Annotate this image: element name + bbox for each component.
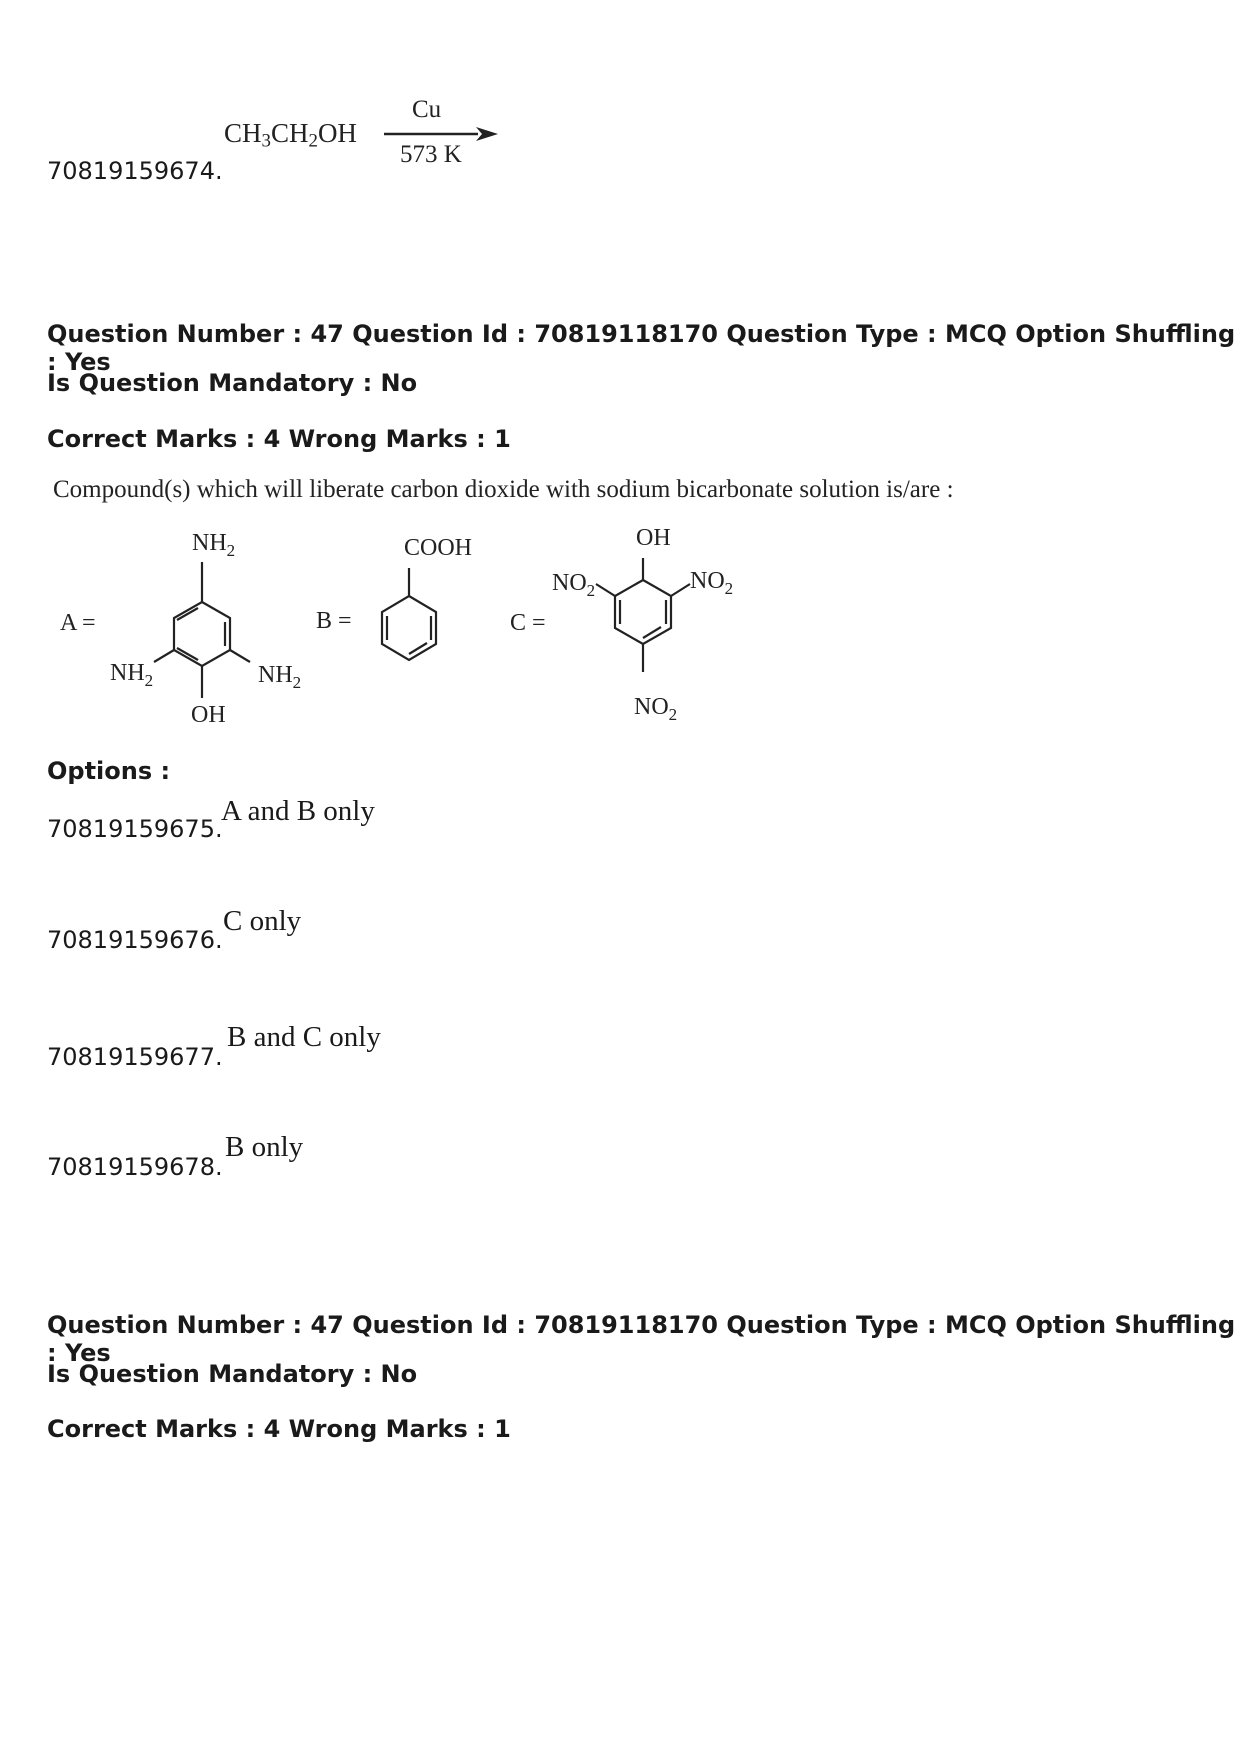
option-text: C only [223,905,302,937]
question-marks: Correct Marks : 4 Wrong Marks : 1 [47,1415,511,1443]
reaction-catalyst: Cu [412,96,442,123]
structure-a-ring [154,562,250,698]
option-number: 70819159677. [47,1043,223,1071]
question-meta-line1: Question Number : 47 Question Id : 70819118170 Question Type : MCQ Option Shuffling : Yes [47,1311,1236,1367]
structure-c-bottom-group: $NO_2$ [634,694,678,724]
structure-a-right-group: $NH_2$ [258,662,302,692]
structure-c-left-group: $NO_2$ [552,570,596,600]
structure-c-right-group: $NO_2$ [690,568,734,598]
structure-a-bottom-group: OH [191,702,226,728]
structure-a-left-group: $NH_2$ [110,660,154,690]
option-text: A and B only [221,795,375,827]
structure-b-ring [382,568,436,660]
structure-c-label: C = [510,610,546,636]
structure-c-top-group: OH [636,525,671,551]
option-number: 70819159678. [47,1153,223,1181]
options-label: Options : [47,757,171,785]
structure-c-ring [596,558,690,672]
chemical-structures [40,520,800,735]
structure-a-label: A = [60,610,96,636]
question-stem: Compound(s) which will liberate carbon dioxide with sodium bicarbonate solution is/are : [53,476,954,503]
question-meta-line1: Question Number : 47 Question Id : 70819118170 Question Type : MCQ Option Shuffling : Yes [47,320,1236,376]
structure-a-top-group: $NH_2$ [192,530,236,560]
option-number: 70819159676. [47,926,223,954]
question-marks: Correct Marks : 4 Wrong Marks : 1 [47,425,511,453]
structure-b-label: B = [316,608,352,634]
option-text: B and C only [227,1021,381,1053]
prev-option-number: 70819159674. [47,157,223,185]
structure-b-top-group: COOH [404,535,473,561]
reaction-reactant: $CH_3CH_2OH$ [224,118,357,152]
reaction-temperature: 573 K [400,141,462,168]
option-text: B only [225,1131,304,1163]
option-number: 70819159675. [47,815,223,843]
question-mandatory: Is Question Mandatory : No [47,1360,418,1388]
question-mandatory: Is Question Mandatory : No [47,369,418,397]
